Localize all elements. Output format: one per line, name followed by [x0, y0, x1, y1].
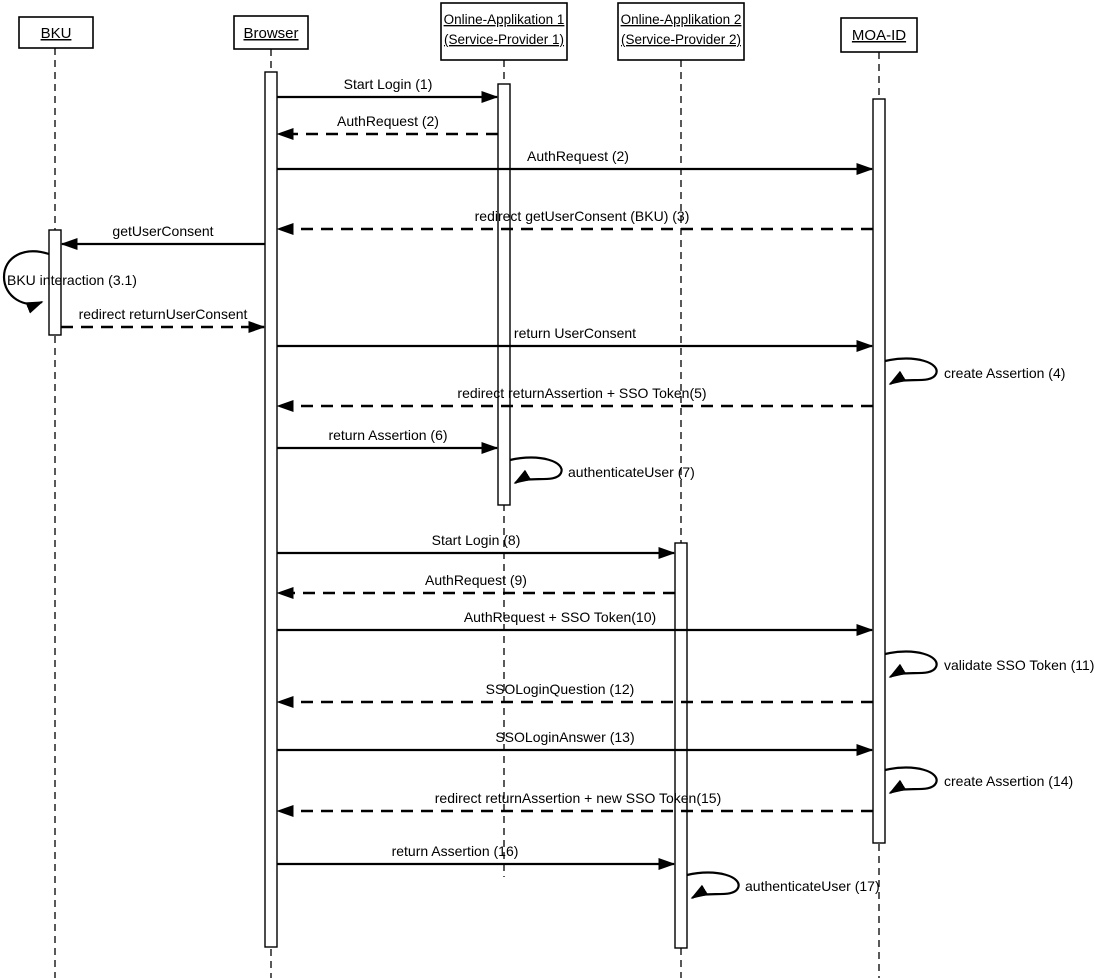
message-label: BKU interaction (3.1) [7, 272, 137, 288]
actor-bku [19, 17, 93, 48]
message-authenticateuser-17-self-loop [687, 873, 880, 898]
message-ssologinanswer-13 [277, 729, 872, 750]
message-label: redirect returnAssertion + new SSO Token(15) [434, 790, 722, 806]
message-label: return UserConsent [513, 325, 637, 341]
actor-label-bku: BKU [40, 25, 72, 42]
message-label: SSOLoginAnswer (13) [495, 729, 635, 745]
message-bku-interaction-self-loop [4, 251, 137, 304]
message-label: redirect returnAssertion + SSO Token(5) [457, 385, 707, 401]
message-redirect-getuserconsent-3 [278, 208, 873, 229]
message-start-login-8 [277, 532, 674, 553]
message-label: getUserConsent [112, 223, 214, 239]
message-redirect-returnuserconsent [61, 306, 264, 327]
actor-browser [234, 16, 308, 49]
message-label: authenticateUser (17) [745, 878, 880, 894]
actor-label-online-applikation-2-line1: Online-Applikation 2 [620, 12, 742, 27]
activation-online-applikation-2 [675, 543, 687, 948]
activation-browser [265, 72, 277, 947]
message-label: AuthRequest (2) [527, 148, 629, 164]
message-label: Start Login (8) [431, 532, 521, 548]
message-redirect-returnassertion-sso-token-5 [278, 385, 873, 406]
message-label: return Assertion (6) [328, 427, 448, 443]
message-label: create Assertion (4) [944, 365, 1066, 381]
message-authrequest-9 [278, 572, 675, 593]
message-label: create Assertion (14) [944, 773, 1074, 789]
message-create-assertion-14-self-loop [885, 768, 1073, 793]
message-label: Start Login (1) [343, 76, 433, 92]
activation-bars [49, 72, 885, 948]
message-redirect-returnassertion-new-sso-token-15 [278, 790, 873, 811]
message-start-login-1 [277, 76, 497, 97]
activation-online-applikation-1 [498, 84, 510, 505]
message-authenticateuser-7-self-loop [510, 458, 695, 483]
message-label: return Assertion (16) [391, 843, 519, 859]
message-label: redirect getUserConsent (BKU) (3) [474, 208, 690, 224]
actor-label-moa-id: MOA-ID [851, 27, 907, 44]
actor-online-applikation-1 [441, 3, 567, 60]
actor-online-applikation-2 [618, 3, 744, 60]
message-label: SSOLoginQuestion (12) [485, 681, 635, 697]
message-return-assertion-6 [277, 427, 497, 448]
actor-label-online-applikation-2-line2: (Service-Provider 2) [620, 32, 742, 47]
message-validate-sso-token-11-self-loop [885, 652, 1094, 677]
message-label: redirect returnUserConsent [78, 306, 248, 322]
actor-label-online-applikation-1-line2: (Service-Provider 1) [443, 32, 565, 47]
message-label: AuthRequest (2) [337, 113, 439, 129]
message-label: validate SSO Token (11) [944, 657, 1095, 673]
message-label: AuthRequest + SSO Token(10) [463, 609, 657, 625]
message-authrequest-2-forward [277, 148, 872, 169]
activation-moa-id [873, 99, 885, 843]
actor-moa-id [841, 18, 917, 52]
lifelines [55, 48, 879, 978]
message-authrequest-2-return [278, 113, 498, 134]
actor-label-browser: Browser [243, 25, 299, 42]
message-authrequest-sso-token-10 [277, 609, 872, 630]
message-return-userconsent [277, 325, 872, 346]
message-label: authenticateUser (7) [568, 464, 695, 480]
actor-label-online-applikation-1-line1: Online-Applikation 1 [443, 12, 565, 27]
message-label: AuthRequest (9) [425, 572, 527, 588]
message-return-assertion-16 [277, 843, 674, 864]
message-ssologinquestion-12 [278, 681, 873, 702]
message-getuserconsent [62, 223, 265, 244]
message-create-assertion-4-self-loop [885, 359, 1065, 384]
